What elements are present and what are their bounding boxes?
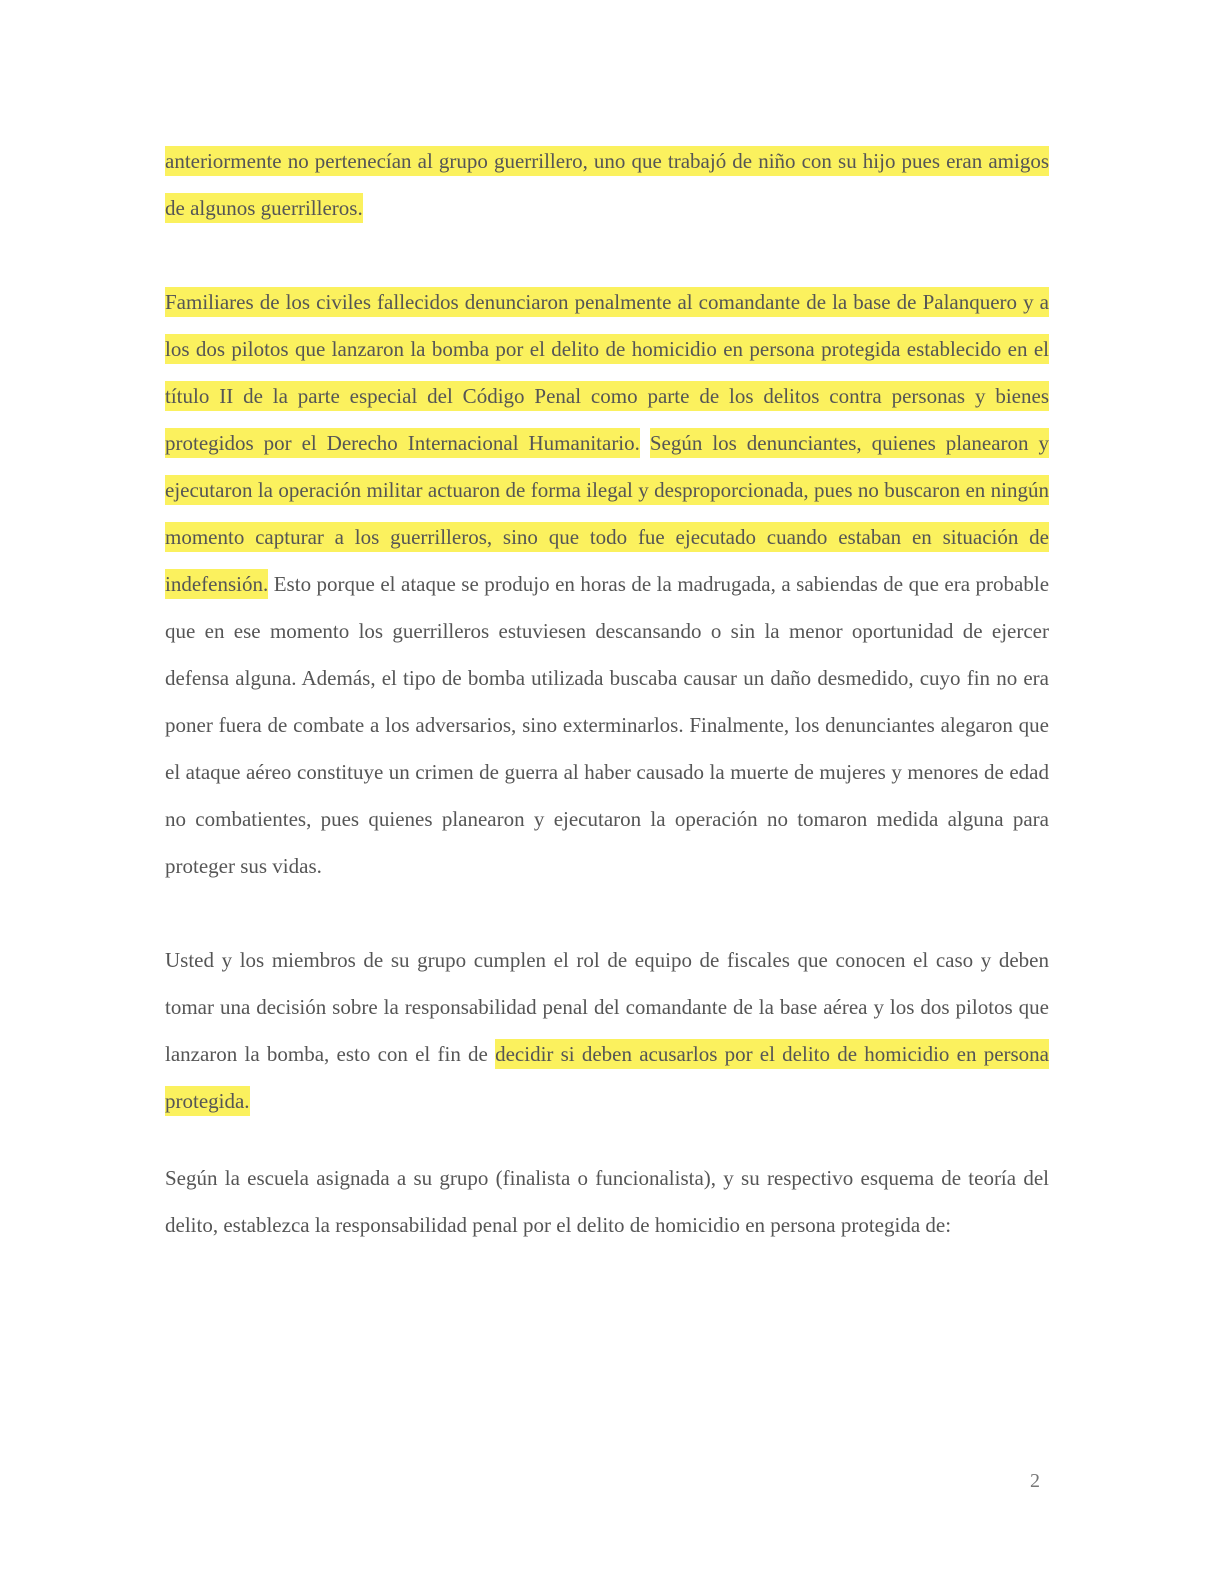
highlighted-text: decidir si deben acusarlos por el delito de homicidio en persona protegida. [165,1039,1049,1116]
body-text: Usted y los miembros de su grupo cumplen el rol de equipo de fiscales que conocen el caso y deben tomar una decisión sobre la responsabilidad penal del comandante de la base aérea y los dos pilotos que lanzaron la bomba, esto con el fin de [165,948,1049,1066]
body-text: Esto porque el ataque se produjo en horas de la madrugada, a sabiendas de que era probable que en ese momento los guerrilleros estuviesen descansando o sin la menor oportunidad de ejercer defensa alguna. Además, el tipo de bomba utilizada buscaba causar un daño desmedido, cuyo fin no era poner fuera de combate a los adversarios, sino exterminarlos. Finalmente, los denunciantes alegaron que el ataque aéreo constituye un crimen de guerra al haber causado la muerte de mujeres y menores de edad no combatientes, pues quienes planearon y ejecutaron la operación no tomaron medida alguna para proteger sus vidas. [165,572,1050,878]
highlighted-text: Según los denunciantes, quienes planearon y ejecutaron la operación militar actuaron de forma ilegal y desproporcionada, pues no buscaron en ningún momento capturar a los guerrilleros, sino que todo fue ejecutado cuando estaban en situación de indefensión. [165,428,1049,599]
highlighted-text: anteriormente no pertenecían al grupo guerrillero, uno que trabajó de niño con su hijo pues eran amigos de algunos guerrilleros. [165,146,1049,223]
paragraph-4 [165,1155,1049,1249]
highlighted-text: Familiares de los civiles fallecidos denunciaron penalmente al comandante de la base de Palanquero y a los dos pilotos que lanzaron la bomba por el delito de homicidio en persona protegida establecido en el título II de la parte especial del Código Penal como parte de los delitos contra personas y bienes protegidos por el Derecho Internacional Humanitario. [165,287,1049,458]
document-page [165,138,1049,1249]
page-number: 2 [1030,1470,1040,1492]
paragraph-spacer [165,890,1049,937]
paragraph-2 [165,279,1049,890]
paragraph-spacer [165,1125,1049,1155]
paragraph-3 [165,937,1049,1125]
paragraph-spacer [165,232,1049,279]
paragraph-1 [165,138,1049,232]
body-text: Según la escuela asignada a su grupo (finalista o funcionalista), y su respectivo esquema de teoría del delito, establezca la responsabilidad penal por el delito de homicidio en persona protegida de: [165,1166,1049,1237]
